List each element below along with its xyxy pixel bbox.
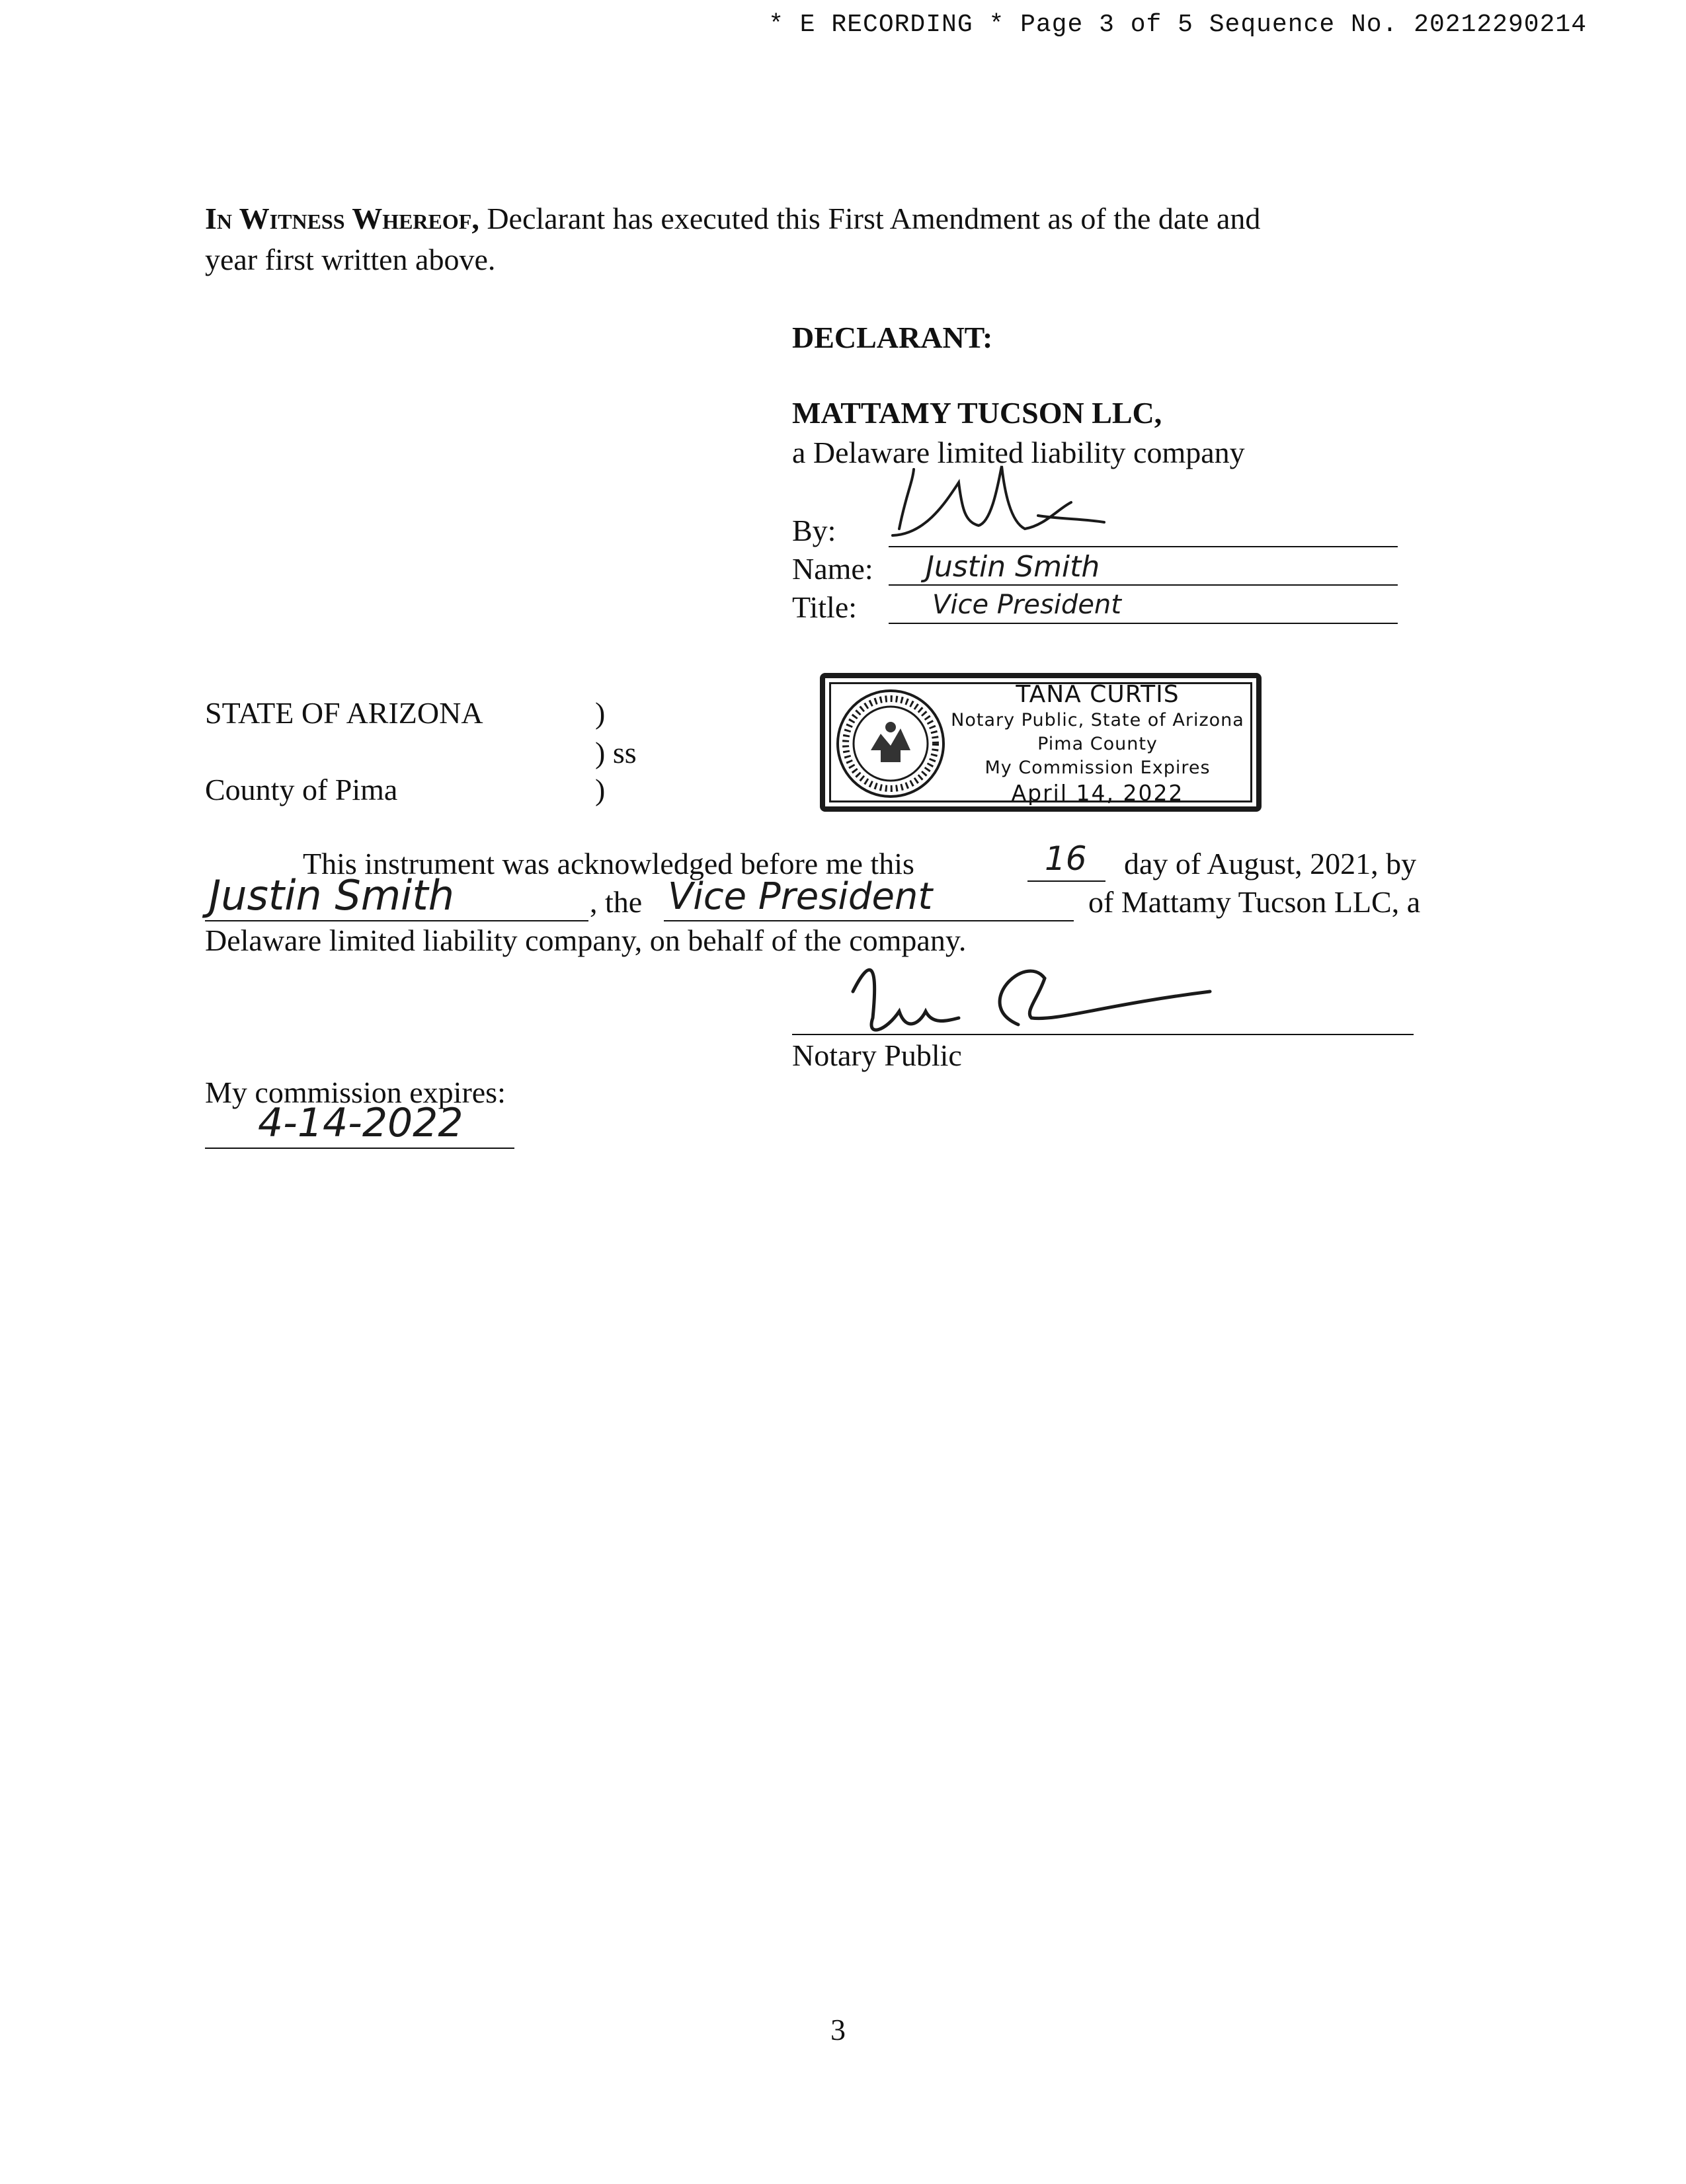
recording-header: * E RECORDING * Page 3 of 5 Sequence No. 20212290214	[768, 11, 1587, 39]
ack-the: , the	[590, 885, 643, 919]
ack-line3: Delaware limited liability company, on behalf of the company.	[205, 923, 967, 957]
page-number: 3	[830, 2013, 846, 2047]
notary-stamp-line1: Notary Public, State of Arizona	[951, 710, 1244, 730]
notary-stamp-line3: My Commission Expires	[984, 758, 1211, 778]
commission-date-line	[205, 1148, 514, 1149]
witness-text: Declarant has executed this First Amendment as of the date and	[479, 202, 1261, 235]
notary-stamp-line2: Pima County	[1037, 734, 1158, 754]
name-label: Name:	[792, 552, 873, 586]
name-line	[889, 584, 1398, 586]
venue-county: County of Pima	[205, 773, 398, 806]
title-line	[889, 623, 1398, 624]
notary-stamp	[820, 673, 1262, 812]
title-value: Vice President	[932, 590, 1121, 620]
ack-line1-a: This instrument was acknowledged before me this	[303, 847, 914, 880]
ack-line1-b: day of August, 2021, by	[1124, 847, 1417, 880]
ack-signer: Justin Smith	[209, 871, 455, 919]
commission-label: My commission expires:	[205, 1075, 506, 1109]
notary-public-label: Notary Public	[792, 1038, 962, 1072]
declarant-heading: DECLARANT:	[792, 321, 993, 354]
witness-paragraph-line1	[205, 198, 1488, 239]
witness-paragraph-line2: year first written above.	[205, 243, 496, 276]
name-value: Justin Smith	[926, 550, 1100, 584]
witness-lead: In Witness Whereof,	[205, 202, 479, 235]
venue-paren-1: )	[595, 696, 606, 730]
venue-paren-3: )	[595, 773, 606, 806]
by-label: By:	[792, 514, 836, 547]
title-label: Title:	[792, 590, 858, 624]
ack-role: Vice President	[668, 875, 933, 918]
venue-ss: ) ss	[595, 736, 637, 769]
declarant-company-description: a Delaware limited liability company	[792, 436, 1245, 469]
state-seal-icon	[834, 687, 947, 800]
venue-state: STATE OF ARIZONA	[205, 696, 483, 730]
declarant-company: MATTAMY TUCSON LLC,	[792, 396, 1162, 430]
notary-signature-icon	[826, 939, 1250, 1044]
commission-date: 4-14-2022	[258, 1100, 463, 1146]
ack-line2-b: of Mattamy Tucson LLC, a	[1088, 885, 1421, 919]
notary-stamp-text	[944, 681, 1251, 806]
notary-stamp-date: April 14, 2022	[1011, 780, 1184, 806]
ack-day: 16	[1045, 839, 1087, 878]
declarant-signature-icon	[886, 456, 1124, 555]
notary-stamp-name: TANA CURTIS	[1016, 681, 1180, 708]
